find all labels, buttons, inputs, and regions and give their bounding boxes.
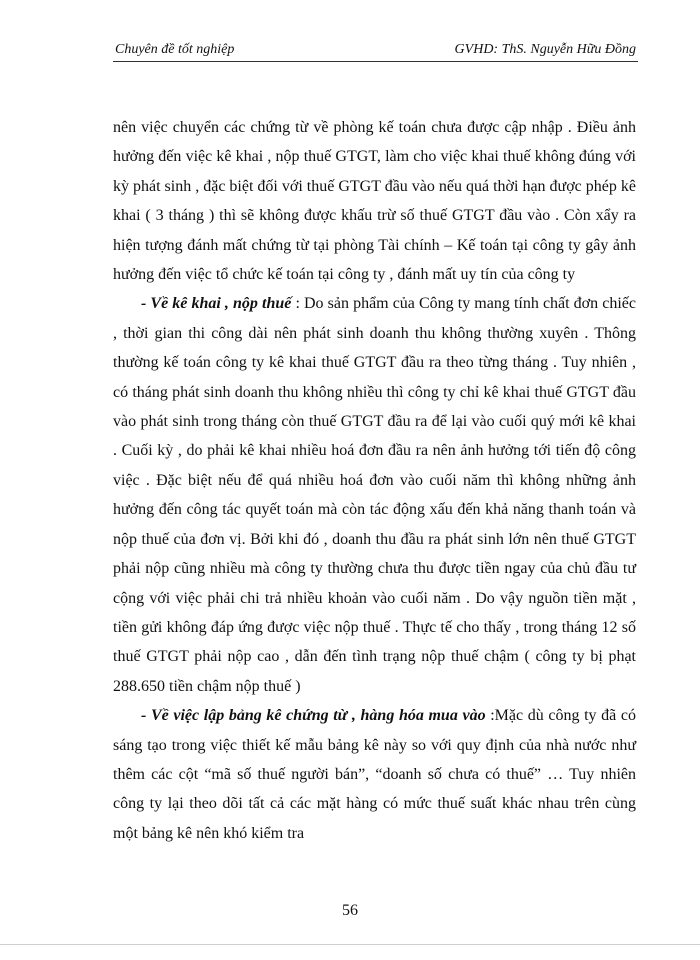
body-text xyxy=(113,113,636,848)
paragraph-declaration xyxy=(113,289,636,701)
page-number: 56 xyxy=(342,902,358,919)
page-header xyxy=(113,41,638,62)
header-title: Chuyên đề tốt nghiệp xyxy=(115,42,235,57)
paragraph-lead: - Về việc lập bảng kê chứng từ , hàng hóa mua vào xyxy=(141,707,486,725)
header-advisor: GVHD: ThS. Nguyễn Hữu Đồng xyxy=(454,42,636,57)
paragraph-text: : Do sản phẩm của Công ty mang tính chất đơn chiếc , thời gian thi công dài nên phát sinh doanh thu không thường xuyên . Thông thường kế toán công ty kê khai thuế GTGT đầu ra theo từng tháng . Tuy nhiên , có tháng phát sinh doanh thu không nhiều thì công ty chỉ kê khai thuế GTGT đầu vào phát sinh trong tháng còn thuế GTGT đầu ra để lại vào cuối quý mới kê khai . Cuối kỳ , do phải kê khai nhiều hoá đơn đầu ra nên ảnh hưởng tới tiến độ công việc . Đặc biệt nếu để quá nhiều hoá đơn vào cuối năm thì không những ảnh hưởng đến công tác quyết toán mà còn tác động xấu đến khả năng thanh toán và nộp thuế của đơn vị. Bởi khi đó , doanh thu đầu ra phát sinh lớn nên thuế GTGT phải nộp cũng nhiều mà công ty thường chưa thu được tiền ngay của chủ đầu tư cộng với việc phải chi trả nhiều khoản vào cuối năm . Do vậy nguồn tiền mặt , tiền gửi không đáp ứng được việc nộp thuế . Thực tế cho thấy , trong tháng 12 số thuế GTGT phải nộp cao , dẫn đến tình trạng nộp thuế chậm ( công ty bị phạt 288.650 tiền chậm nộp thuế ) xyxy=(113,295,636,695)
page-bottom-divider xyxy=(0,944,700,945)
paragraph-purchase-list xyxy=(113,701,636,848)
paragraph-lead: - Về kê khai , nộp thuế xyxy=(141,295,292,313)
paragraph-text: :Mặc dù công ty đã có sáng tạo trong việc thiết kế mẫu bảng kê này so với quy định của nhà nước như thêm các cột “mã số thuế người bán”, “doanh số chưa có thuế” … Tuy nhiên công ty lại theo dõi tất cả các mặt hàng có mức thuế suất khác nhau trên cùng một bảng kê nên khó kiểm tra xyxy=(113,707,637,842)
paragraph-text: nên việc chuyển các chứng từ về phòng kế toán chưa được cập nhập . Điều ảnh hưởng đến việc kê khai , nộp thuế GTGT, làm cho việc khai thuế không đúng với kỳ phát sinh , đặc biệt đối với thuế GTGT đầu vào nếu quá thời hạn được phép kê khai ( 3 tháng ) thì sẽ không được khấu trừ số thuế GTGT đầu vào . Còn xẩy ra hiện tượng đánh mất chứng từ tại phòng Tài chính – Kế toán tại công ty gây ảnh hưởng đến việc tổ chức kế toán tại công ty , đánh mất uy tín của công ty xyxy=(113,119,636,284)
paragraph-continuation xyxy=(113,113,636,289)
